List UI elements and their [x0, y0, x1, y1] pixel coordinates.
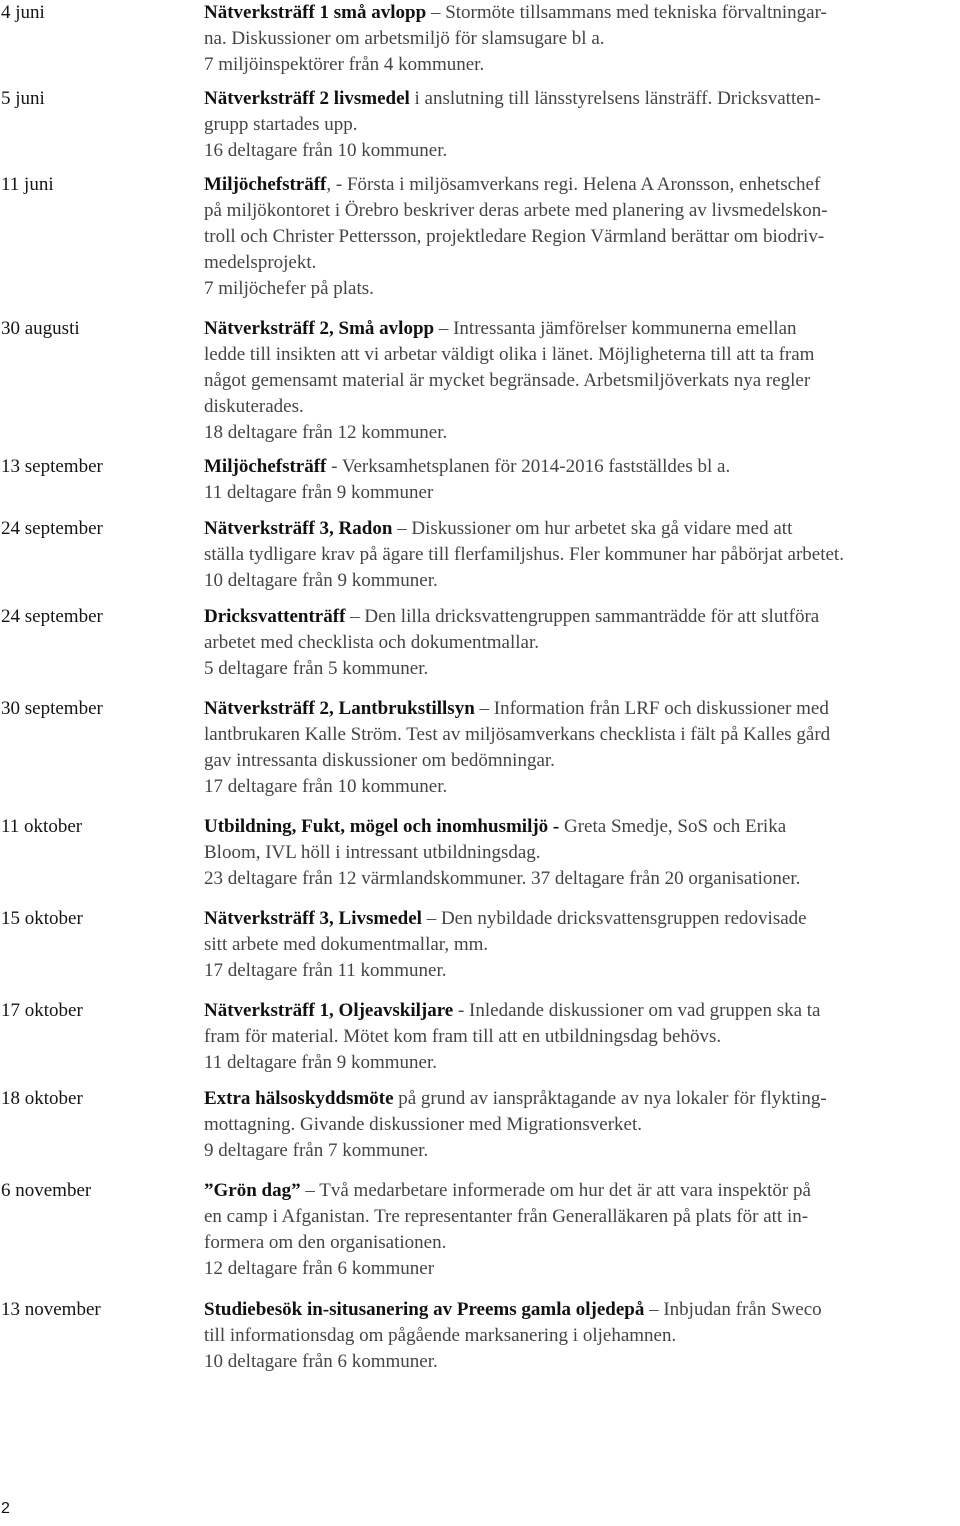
line-text: 23 deltagare från 12 värmlandskommuner. 37 deltagare från 20 organisationer. — [204, 868, 801, 889]
line-text: i anslutning till länsstyrelsens länsträff. Dricksvatten- — [409, 88, 821, 109]
line-text: på miljökontoret i Örebro beskriver deras arbete med planering av livsmedelskon- — [204, 200, 828, 221]
description-line — [204, 1050, 956, 1076]
line-text: 5 deltagare från 5 kommuner. — [204, 658, 429, 679]
event-date: 30 september — [1, 698, 103, 719]
event-date: 15 oktober — [1, 908, 83, 929]
event-title: Nätverksträff 1, Oljeavskiljare — [204, 1000, 454, 1021]
line-text: 18 deltagare från 12 kommuner. — [204, 422, 448, 443]
line-text: 10 deltagare från 6 kommuner. — [204, 1351, 438, 1372]
description-line — [204, 250, 956, 276]
page-number: 2 — [1, 1500, 10, 1517]
description-line — [204, 224, 956, 250]
event-description — [204, 516, 956, 594]
description-line — [204, 774, 956, 800]
event-date: 11 oktober — [1, 816, 83, 837]
line-text: 12 deltagare från 6 kommuner — [204, 1258, 435, 1279]
event-description — [204, 604, 956, 682]
line-text: diskuterades. — [204, 396, 304, 417]
description-line — [204, 420, 956, 446]
event-title: Nätverksträff 3, Livsmedel — [204, 908, 422, 929]
description-line — [204, 1256, 956, 1282]
line-text: na. Diskussioner om arbetsmiljö för slamsugare bl a. — [204, 28, 605, 49]
description-line — [204, 1024, 956, 1050]
event-date: 17 oktober — [1, 1000, 83, 1021]
line-text: 7 miljöchefer på plats. — [204, 278, 374, 299]
event-title: Extra hälsoskyddsmöte — [204, 1088, 394, 1109]
description-line — [204, 172, 956, 198]
event-description — [204, 1178, 956, 1282]
line-text: en camp i Afganistan. Tre representanter från Generalläkaren på plats för att in- — [204, 1206, 809, 1227]
line-text: medelsprojekt. — [204, 252, 317, 273]
line-text: – Den nybildade dricksvattensgruppen redovisade — [421, 908, 807, 929]
description-line — [204, 1349, 956, 1375]
event-title: Studiebesök in-situsanering av Preems gamla oljedepå — [204, 1299, 645, 1320]
description-line — [204, 1112, 956, 1138]
description-line — [204, 998, 956, 1024]
description-line — [204, 342, 956, 368]
event-title: ”Grön dag” — [204, 1180, 301, 1201]
description-line — [204, 480, 956, 506]
event-description — [204, 906, 956, 984]
description-line — [204, 568, 956, 594]
description-line — [204, 0, 956, 26]
event-description — [204, 0, 956, 78]
description-line — [204, 656, 956, 682]
line-text: - Verksamhetsplanen för 2014-2016 fastställdes bl a. — [326, 456, 731, 477]
event-date: 30 augusti — [1, 318, 80, 339]
line-text: – Två medarbetare informerade om hur det är att vara inspektör på — [300, 1180, 811, 1201]
line-text: fram för material. Mötet kom fram till att en utbildningsdag behövs. — [204, 1026, 722, 1047]
line-text: ledde till insikten att vi arbetar väldigt olika i länet. Möjligheterna till att ta fram — [204, 344, 815, 365]
description-line — [204, 1204, 956, 1230]
event-description — [204, 454, 956, 506]
event-date: 24 september — [1, 606, 103, 627]
description-line — [204, 630, 956, 656]
description-line — [204, 1138, 956, 1164]
event-date: 18 oktober — [1, 1088, 83, 1109]
description-line — [204, 906, 956, 932]
description-line — [204, 542, 956, 568]
event-date: 4 juni — [1, 2, 45, 23]
event-description — [204, 814, 956, 892]
description-line — [204, 1323, 956, 1349]
line-text: Bloom, IVL höll i intressant utbildningsdag. — [204, 842, 541, 863]
description-line — [204, 454, 956, 480]
description-line — [204, 52, 956, 78]
line-text: troll och Christer Pettersson, projektledare Region Värmland berättar om biodriv- — [204, 226, 825, 247]
line-text: arbetet med checklista och dokumentmallar. — [204, 632, 540, 653]
description-line — [204, 394, 956, 420]
description-line — [204, 198, 956, 224]
line-text: 11 deltagare från 9 kommuner. — [204, 1052, 438, 1073]
line-text: ställa tydligare krav på ägare till flerfamiljshus. Fler kommuner har påbörjat arbetet. — [204, 544, 844, 565]
description-line — [204, 866, 956, 892]
description-line — [204, 840, 956, 866]
line-text: 17 deltagare från 11 kommuner. — [204, 960, 447, 981]
description-line — [204, 112, 956, 138]
event-description — [204, 1297, 956, 1375]
event-title: Nätverksträff 2, Små avlopp — [204, 318, 435, 339]
line-text: på grund av ianspråktagande av nya lokaler för flykting- — [393, 1088, 827, 1109]
event-description — [204, 172, 956, 302]
description-line — [204, 368, 956, 394]
event-date: 5 juni — [1, 88, 45, 109]
event-description — [204, 998, 956, 1076]
line-text: grupp startades upp. — [204, 114, 358, 135]
event-description — [204, 696, 956, 800]
description-line — [204, 138, 956, 164]
event-description — [204, 86, 956, 164]
description-line — [204, 276, 956, 302]
event-title: Dricksvattenträff — [204, 606, 346, 627]
line-text: något gemensamt material är mycket begränsade. Arbetsmiljöverkats nya regler — [204, 370, 811, 391]
event-date: 24 september — [1, 518, 103, 539]
line-text: formera om den organisationen. — [204, 1232, 447, 1253]
event-title: Nätverksträff 2, Lantbrukstillsyn — [204, 698, 475, 719]
description-line — [204, 604, 956, 630]
event-date: 13 november — [1, 1299, 101, 1320]
line-text: Greta Smedje, SoS och Erika — [559, 816, 787, 837]
description-line — [204, 814, 956, 840]
line-text: 11 deltagare från 9 kommuner — [204, 482, 434, 503]
line-text: lantbrukaren Kalle Ström. Test av miljösamverkans checklista i fält på Kalles gård — [204, 724, 831, 745]
event-title: Nätverksträff 2 livsmedel — [204, 88, 410, 109]
description-line — [204, 516, 956, 542]
description-line — [204, 26, 956, 52]
description-line — [204, 696, 956, 722]
event-date: 11 juni — [1, 174, 54, 195]
description-line — [204, 722, 956, 748]
line-text: - Inledande diskussioner om vad gruppen ska ta — [453, 1000, 821, 1021]
line-text: – Intressanta jämförelser kommunerna emellan — [434, 318, 797, 339]
description-line — [204, 1297, 956, 1323]
event-title: Nätverksträff 3, Radon — [204, 518, 393, 539]
line-text: – Inbjudan från Sweco — [644, 1299, 822, 1320]
description-line — [204, 932, 956, 958]
line-text: – Information från LRF och diskussioner med — [474, 698, 829, 719]
line-text: – Diskussioner om hur arbetet ska gå vidare med att — [392, 518, 793, 539]
event-title: Nätverksträff 1 små avlopp — [204, 2, 427, 23]
line-text: – Den lilla dricksvattengruppen sammanträdde för att slutföra — [345, 606, 820, 627]
description-line — [204, 316, 956, 342]
description-line — [204, 86, 956, 112]
line-text: 10 deltagare från 9 kommuner. — [204, 570, 438, 591]
description-line — [204, 1230, 956, 1256]
event-title: Miljöchefsträff — [204, 174, 327, 195]
event-description — [204, 1086, 956, 1164]
line-text: 7 miljöinspektörer från 4 kommuner. — [204, 54, 485, 75]
event-date: 6 november — [1, 1180, 92, 1201]
description-line — [204, 1178, 956, 1204]
description-line — [204, 1086, 956, 1112]
line-text: till informationsdag om pågående marksanering i oljehamnen. — [204, 1325, 677, 1346]
line-text: 9 deltagare från 7 kommuner. — [204, 1140, 429, 1161]
line-text: – Stormöte tillsammans med tekniska förvaltningar- — [426, 2, 827, 23]
line-text: 16 deltagare från 10 kommuner. — [204, 140, 448, 161]
line-text: 17 deltagare från 10 kommuner. — [204, 776, 448, 797]
line-text: sitt arbete med dokumentmallar, mm. — [204, 934, 489, 955]
line-text: , - Första i miljösamverkans regi. Helena A Aronsson, enhetschef — [326, 174, 821, 195]
event-description — [204, 316, 956, 446]
description-line — [204, 748, 956, 774]
description-line — [204, 958, 956, 984]
event-title: Utbildning, Fukt, mögel och inomhusmiljö - — [204, 816, 560, 837]
event-date: 13 september — [1, 456, 103, 477]
line-text: gav intressanta diskussioner om bedömningar. — [204, 750, 555, 771]
event-title: Miljöchefsträff — [204, 456, 327, 477]
line-text: mottagning. Givande diskussioner med Migrationsverket. — [204, 1114, 642, 1135]
